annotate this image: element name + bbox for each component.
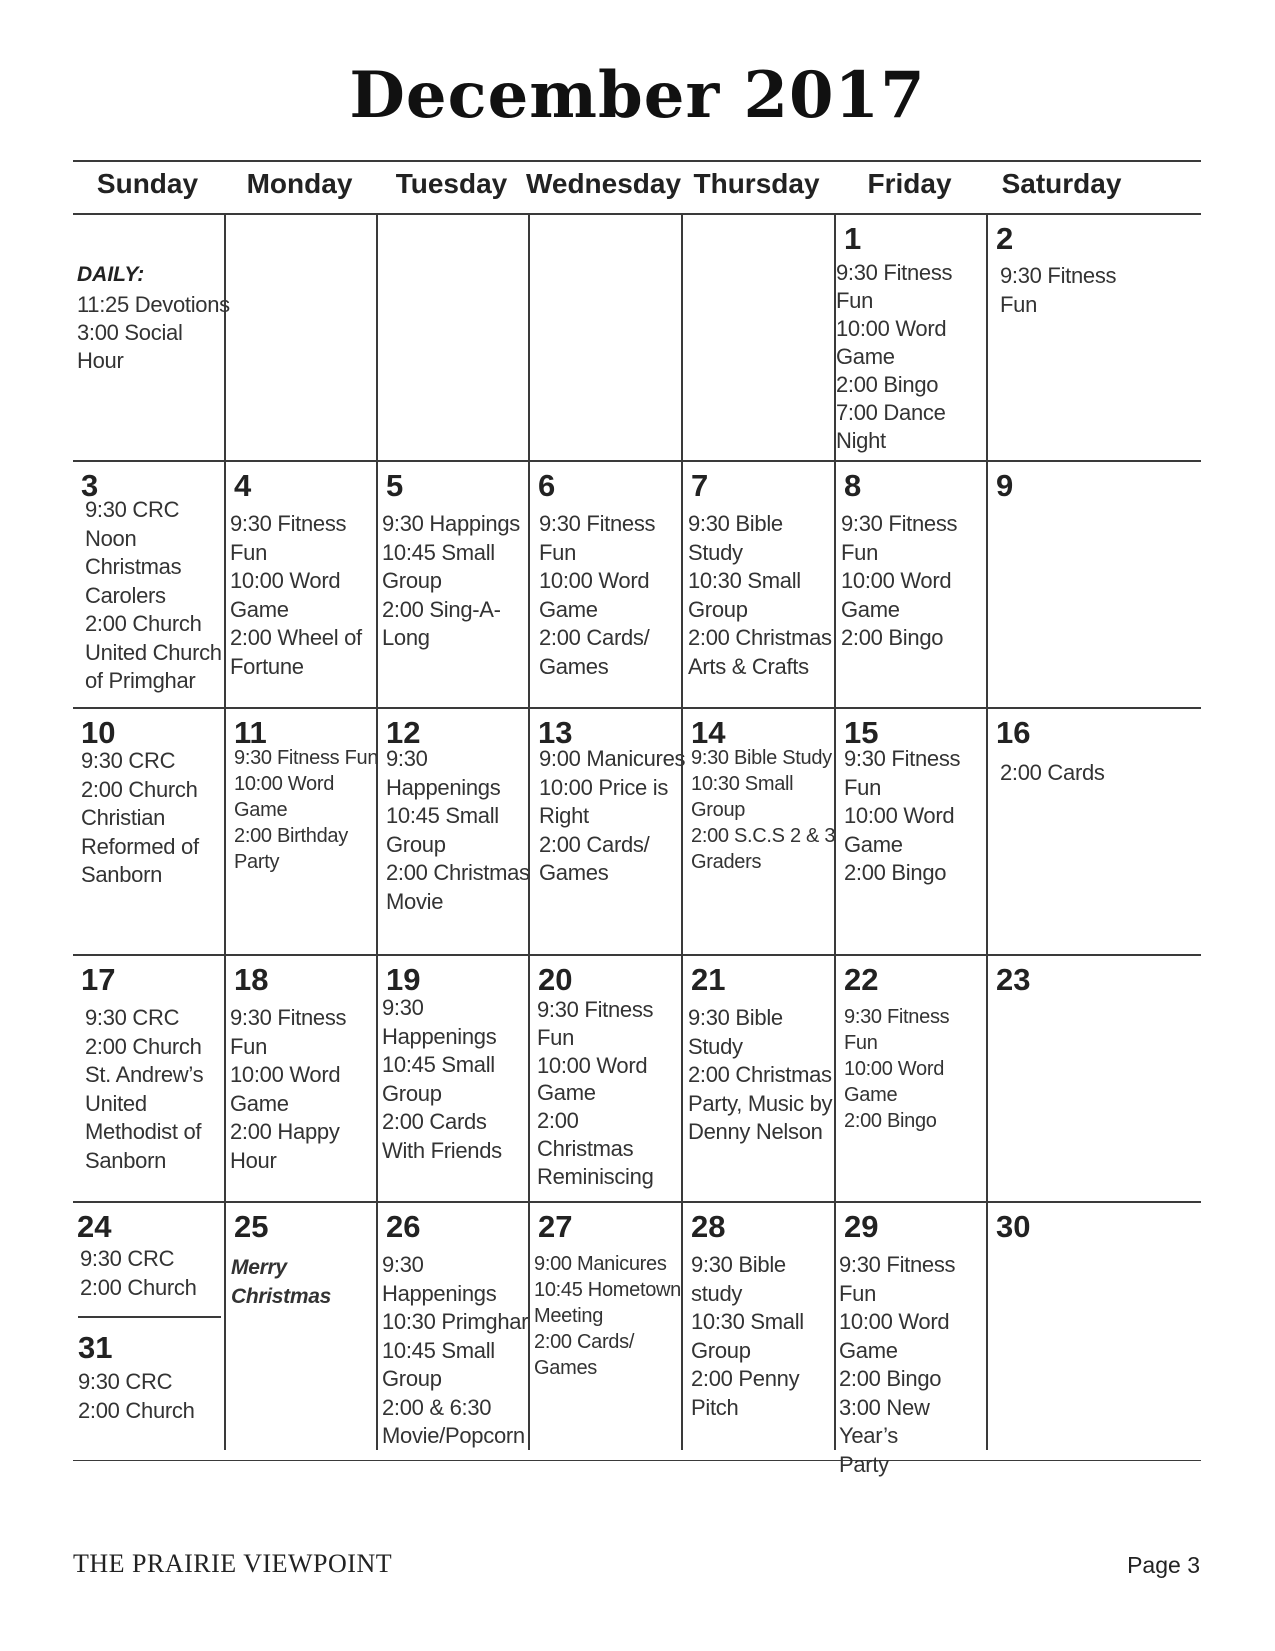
day-cell-3	[73, 462, 230, 707]
day-cell-2	[988, 215, 1145, 460]
day-number: 27	[538, 1209, 573, 1244]
day-events: 9:30 Fitness Fun 10:00 Word Game 2:00 Cards/ Games	[539, 511, 656, 679]
day-number: 24	[77, 1209, 112, 1244]
day-cell-27	[530, 1203, 687, 1450]
day-number: 28	[691, 1209, 726, 1244]
day-cell-7	[683, 462, 840, 707]
day-cell-28	[683, 1203, 840, 1450]
day-number: 31	[78, 1330, 113, 1365]
day-number: 7	[691, 468, 709, 503]
day-events: 9:30 CRC Noon Christmas Carolers 2:00 Church United Church of Primghar	[85, 497, 222, 693]
day-cell-30	[988, 1203, 1145, 1450]
day-number: 20	[538, 962, 573, 997]
day-number: 17	[81, 962, 116, 997]
day-events: 9:30 Fitness Fun 10:00 Word Game 2:00 Christmas Reminiscing	[537, 997, 654, 1189]
day-cell-18	[226, 956, 383, 1201]
day-cell-10	[73, 709, 230, 954]
day-cell-23	[988, 956, 1145, 1201]
day-cell-12	[378, 709, 535, 954]
day-number: 11	[234, 715, 267, 750]
day-cell-20	[530, 956, 687, 1201]
day-cell-11	[226, 709, 383, 954]
day-events: 2:00 Cards	[1000, 760, 1105, 785]
day-cell-14	[683, 709, 840, 954]
weekday-tuesday: Tuesday	[395, 168, 508, 199]
day-number: 22	[844, 962, 879, 997]
day-cell-21	[683, 956, 840, 1201]
day-number: 2	[996, 221, 1014, 256]
day-number: 25	[234, 1209, 269, 1244]
weekday-monday: Monday	[246, 168, 353, 199]
day-events: 9:30 Bible Study 2:00 Christmas Party, Music by Denny Nelson	[688, 1005, 833, 1144]
day-number: 13	[538, 715, 573, 750]
day-number: 1	[844, 221, 862, 256]
day-number: 12	[386, 715, 421, 750]
day-cell-15	[836, 709, 993, 954]
day-events: 9:30 CRC 2:00 Church	[78, 1369, 195, 1423]
day-cell-13	[530, 709, 687, 954]
day-number: 16	[996, 715, 1031, 750]
weekday-thursday: Thursday	[693, 168, 820, 199]
day-number: 21	[691, 962, 726, 997]
day-cell-25	[226, 1203, 383, 1450]
day-cell-6	[530, 462, 687, 707]
day-cell-22	[836, 956, 993, 1201]
day-cell-4	[226, 462, 383, 707]
day-events: 9:30 Fitness Fun 10:00 Word Game 2:00 Bingo	[844, 1006, 950, 1132]
day-events: 9:30 Happenings 10:45 Small Group 2:00 Christmas Movie	[386, 746, 530, 914]
day-events: 9:30 Bible Study 10:30 Small Group 2:00 Christmas Arts & Crafts	[688, 511, 832, 679]
day-number: 5	[386, 468, 404, 503]
day-number: 10	[81, 715, 116, 750]
header-top-rule	[73, 160, 1201, 162]
day-number: 9	[996, 468, 1014, 503]
day-events: 9:30 Fitness Fun 10:00 Word Game 2:00 Bingo 3:00 New Year’s Party	[839, 1252, 956, 1477]
day-number: 23	[996, 962, 1031, 997]
day-number: 4	[234, 468, 252, 503]
day-events: 9:30 Fitness Fun	[1000, 263, 1117, 317]
weekday-wednesday: Wednesday	[525, 168, 682, 199]
weekday-friday: Friday	[867, 168, 952, 199]
day-number: 8	[844, 468, 862, 503]
daily-label: DAILY:	[77, 263, 145, 286]
day-number: 3	[81, 468, 99, 503]
daily-schedule-cell	[73, 215, 230, 460]
day-cell-1	[836, 215, 993, 460]
day-cell-16	[988, 709, 1145, 954]
day-cell-17	[73, 956, 230, 1201]
day-cell-19	[378, 956, 535, 1201]
day-cell-31	[73, 1318, 230, 1450]
day-events: 9:00 Manicures 10:45 Hometown Meeting 2:00 Cards/ Games	[534, 1253, 682, 1379]
day-cell-26	[378, 1203, 535, 1450]
day-number: 15	[844, 715, 879, 750]
weekday-sunday: Sunday	[96, 168, 199, 199]
footer-rule	[73, 1460, 1201, 1461]
day-events: 9:30 Fitness Fun 10:00 Word Game 2:00 Bingo 7:00 Dance Night	[836, 260, 953, 453]
day-number: 19	[386, 962, 421, 997]
day-events: 9:30 Bible Study 10:30 Small Group 2:00 S.C.S 2 & 3 Graders	[691, 747, 836, 873]
day-number: 29	[844, 1209, 879, 1244]
day-events: 9:30 Fitness Fun 10:00 Word Game 2:00 Bingo	[841, 511, 958, 650]
day-events: 9:00 Manicures 10:00 Price is Right 2:00 Cards/ Games	[539, 746, 686, 885]
day-events: 9:30 Fitness Fun 10:00 Word Game 2:00 Wheel of Fortune	[230, 511, 362, 679]
day-events: 9:30 CRC 2:00 Church	[80, 1246, 197, 1300]
daily-items: 11:25 Devotions 3:00 Social Hour	[77, 292, 230, 373]
weekday-saturday: Saturday	[1001, 168, 1122, 199]
day-events: 9:30 Happenings 10:30 Primghar 10:45 Small Group 2:00 & 6:30 Movie/Popcorn	[382, 1252, 529, 1448]
day-events: 9:30 Fitness Fun 10:00 Word Game 2:00 Birthday Party	[234, 747, 379, 873]
day-events: 9:30 CRC 2:00 Church St. Andrew’s United Methodist of Sanborn	[85, 1005, 204, 1173]
day-events: 9:30 Happenings 10:45 Small Group 2:00 Cards With Friends	[382, 995, 502, 1163]
day-number: 26	[386, 1209, 421, 1244]
page-title: December 2017	[349, 58, 926, 133]
day-cell-8	[836, 462, 993, 707]
day-events: 9:30 CRC 2:00 Church Christian Reformed of Sanborn	[81, 748, 199, 887]
day-cell-5	[378, 462, 535, 707]
day-events: 9:30 Fitness Fun 10:00 Word Game 2:00 Bingo	[844, 746, 961, 885]
holiday-label: Merry Christmas	[231, 1256, 332, 1308]
publication-name: THE PRAIRIE VIEWPOINT	[73, 1549, 393, 1578]
day-cell-9	[988, 462, 1145, 707]
day-events: 9:30 Bible study 10:30 Small Group 2:00 Penny Pitch	[691, 1252, 804, 1420]
day-number: 14	[691, 715, 726, 750]
day-events: 9:30 Fitness Fun 10:00 Word Game 2:00 Happy Hour	[230, 1005, 347, 1173]
day-number: 6	[538, 468, 556, 503]
day-number: 18	[234, 962, 269, 997]
day-cell-24	[73, 1203, 230, 1316]
day-cell-29	[836, 1203, 993, 1477]
day-number: 30	[996, 1209, 1031, 1244]
day-events: 9:30 Happings 10:45 Small Group 2:00 Sing-A-Long	[382, 511, 520, 650]
page-number: Page 3	[1127, 1552, 1200, 1578]
